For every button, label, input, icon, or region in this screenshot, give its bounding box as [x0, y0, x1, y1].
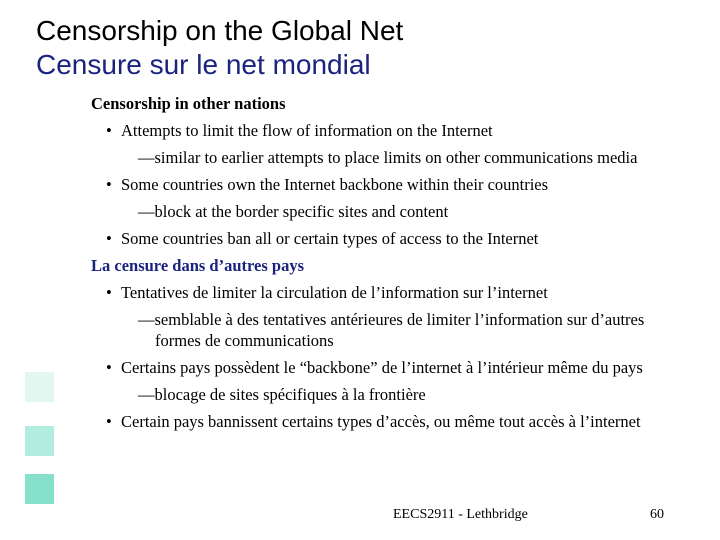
dash-mark: — — [138, 202, 155, 221]
bullet-dot: • — [106, 358, 112, 377]
sub-item-fr-2 — [138, 384, 670, 405]
sub-item-en-2 — [138, 201, 670, 222]
bullet-text: Attempts to limit the flow of information on the Internet — [121, 121, 493, 140]
heading-french: La censure dans d’autres pays — [91, 256, 305, 275]
bullet-dot: • — [106, 283, 112, 302]
footer-page-number: 60 — [650, 507, 664, 522]
slide-title-english: Censorship on the Global Net — [36, 15, 404, 46]
bullet-text: Some countries ban all or certain types of access to the Internet — [121, 229, 539, 248]
decorative-square-dark — [25, 474, 54, 504]
bullet-text: Certain pays bannissent certains types d’accès, ou même tout accès à l’internet — [121, 412, 641, 431]
bullet-text: Some countries own the Internet backbone within their countries — [121, 175, 549, 194]
dash-mark: — — [138, 310, 155, 329]
decorative-square-mid — [25, 426, 54, 456]
bullet-en-1 — [106, 120, 680, 141]
bullet-fr-3 — [106, 411, 680, 432]
sub-item-en-1 — [138, 147, 670, 168]
slide-content — [0, 93, 720, 438]
bullet-text: Tentatives de limiter la circulation de l’information sur l’internet — [121, 283, 548, 302]
sub-item-text: block at the border specific sites and content — [154, 202, 449, 221]
slide-title-french: Censure sur le net mondial — [36, 49, 371, 80]
bullet-en-2 — [106, 174, 680, 195]
bullet-fr-1 — [106, 282, 680, 303]
slide-title — [36, 14, 403, 82]
bullet-en-3 — [106, 228, 680, 249]
bullet-dot: • — [106, 121, 112, 140]
heading-english: Censorship in other nations — [91, 94, 286, 113]
decorative-square-light — [25, 372, 54, 402]
sub-item-text: similar to earlier attempts to place limits on other communications media — [154, 148, 638, 167]
bullet-text: Certains pays possèdent le “backbone” de l’internet à l’intérieur même du pays — [121, 358, 643, 377]
dash-mark: — — [138, 385, 155, 404]
dash-mark: — — [138, 148, 155, 167]
bullet-dot: • — [106, 229, 112, 248]
bullet-fr-2 — [106, 357, 680, 378]
bullet-dot: • — [106, 175, 112, 194]
footer-course: EECS2911 - Lethbridge — [393, 507, 528, 522]
bullet-dot: • — [106, 412, 112, 431]
sub-item-text: semblable à des tentatives antérieures de limiter l’information sur d’autres formes de communications — [154, 310, 645, 350]
sub-item-text: blocage de sites spécifiques à la frontière — [154, 385, 426, 404]
sub-item-fr-1 — [138, 309, 670, 351]
